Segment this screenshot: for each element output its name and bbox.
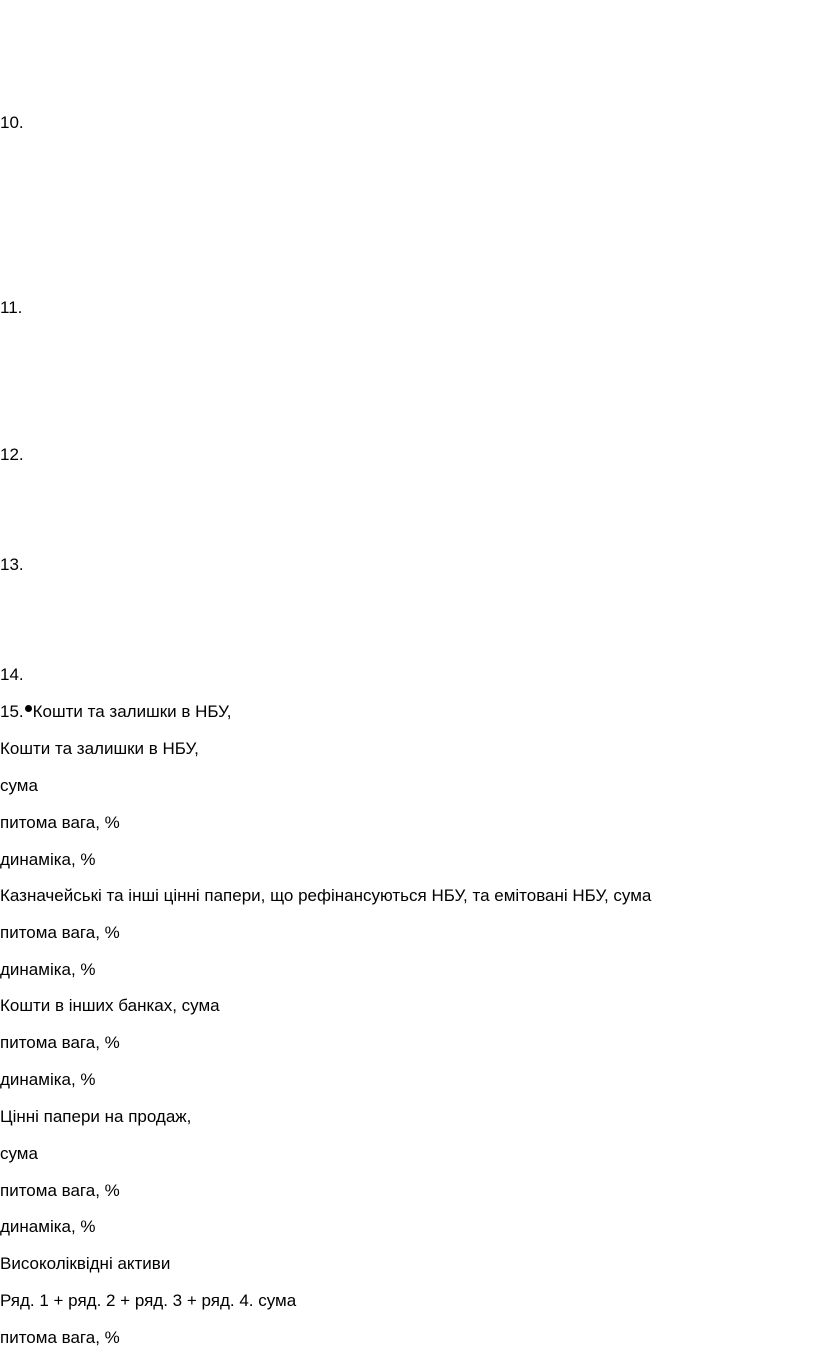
item-number-12: 12. — [0, 445, 24, 464]
text-line: питома вага, % — [0, 923, 120, 942]
bullet-icon — [25, 705, 32, 712]
text-line: динаміка, % — [0, 1217, 96, 1236]
text-line: сума — [0, 1144, 38, 1163]
text-line: Високоліквідні активи — [0, 1254, 171, 1273]
text-line: Кошти та залишки в НБУ, — [32, 702, 232, 721]
text-line: динаміка, % — [0, 1070, 96, 1089]
text-line: питома вага, % — [0, 1181, 120, 1200]
text-line: динаміка, % — [0, 960, 96, 979]
item-number-11: 11. — [0, 298, 23, 317]
item-15-line — [0, 702, 231, 722]
text-line: сума — [0, 776, 38, 795]
text-line: динаміка, % — [0, 850, 96, 869]
text-line: питома вага, % — [0, 1328, 120, 1347]
text-line: Цінні папери на продаж, — [0, 1107, 192, 1126]
text-line: питома вага, % — [0, 813, 120, 832]
text-line: Кошти та залишки в НБУ, — [0, 739, 199, 758]
text-line: Кошти в інших банках, сума — [0, 996, 220, 1015]
text-line: питома вага, % — [0, 1033, 120, 1052]
item-number-13: 13. — [0, 555, 24, 574]
item-number-15: 15. — [0, 702, 24, 721]
text-line: Ряд. 1 + ряд. 2 + ряд. 3 + ряд. 4. сума — [0, 1291, 297, 1310]
text-line: Казначейські та інші цінні папери, що рефінансуються НБУ, та емітовані НБУ, сума — [0, 886, 652, 905]
item-number-14: 14. — [0, 665, 24, 684]
item-number-10: 10. — [0, 113, 24, 132]
